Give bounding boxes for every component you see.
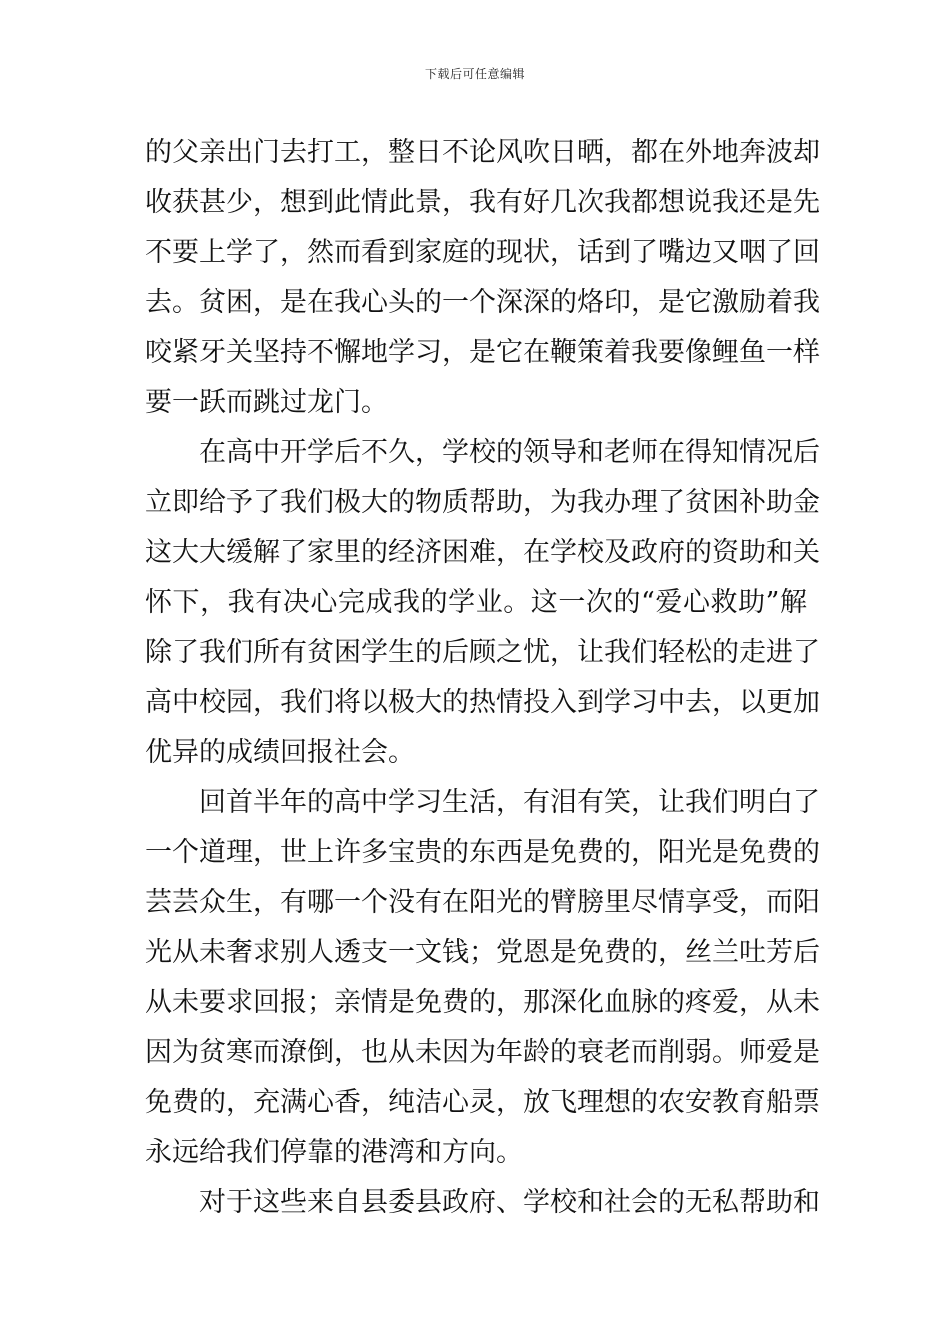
text-line: 光从未奢求别人透支一文钱；党恩是免费的，丝兰吐芳后 xyxy=(145,937,820,968)
text-line: 咬紧牙关坚持不懈地学习，是它在鞭策着我要像鲤鱼一样 xyxy=(145,337,820,368)
text-line: 去。贫困，是在我心头的一个深深的烙印，是它激励着我 xyxy=(145,287,820,318)
text-line: 因为贫寒而潦倒，也从未因为年龄的衰老而削弱。师爱是 xyxy=(145,1037,820,1068)
text-line: 收获甚少，想到此情此景，我有好几次我都想说我还是先 xyxy=(145,187,820,218)
text-line: 优异的成绩回报社会。 xyxy=(145,737,415,768)
text-line: 免费的，充满心香，纯洁心灵，放飞理想的农安教育船票 xyxy=(145,1087,820,1118)
text-line: 对于这些来自县委县政府、学校和社会的无私帮助和 xyxy=(199,1187,820,1218)
text-line: 怀下，我有决心完成我的学业。这一次的“爱心救助”解 xyxy=(145,587,807,618)
text-line: 除了我们所有贫困学生的后顾之忧，让我们轻松的走进了 xyxy=(145,637,820,668)
text-line: 芸芸众生，有哪一个没有在阳光的臂膀里尽情享受，而阳 xyxy=(145,887,820,918)
text-line: 从未要求回报；亲情是免费的，那深化血脉的疼爱，从未 xyxy=(145,987,820,1018)
text-line: 立即给予了我们极大的物质帮助，为我办理了贫困补助金 xyxy=(145,487,820,518)
text-line: 的父亲出门去打工，整日不论风吹日晒，都在外地奔波却 xyxy=(145,137,820,168)
body-text xyxy=(145,128,820,1228)
text-line: 永远给我们停靠的港湾和方向。 xyxy=(145,1137,523,1168)
text-line: 要一跃而跳过龙门。 xyxy=(145,387,388,418)
text-line: 一个道理，世上许多宝贵的东西是免费的，阳光是免费的 xyxy=(145,837,820,868)
text-line: 高中校园，我们将以极大的热情投入到学习中去，以更加 xyxy=(145,687,820,718)
text-line: 在高中开学后不久，学校的领导和老师在得知情况后 xyxy=(199,437,820,468)
text-line: 回首半年的高中学习生活，有泪有笑，让我们明白了 xyxy=(199,787,820,818)
text-line: 这大大缓解了家里的经济困难，在学校及政府的资助和关 xyxy=(145,537,820,568)
text-line: 不要上学了，然而看到家庭的现状，话到了嘴边又咽了回 xyxy=(145,237,820,268)
page-header: 下载后可任意编辑 xyxy=(424,67,525,81)
